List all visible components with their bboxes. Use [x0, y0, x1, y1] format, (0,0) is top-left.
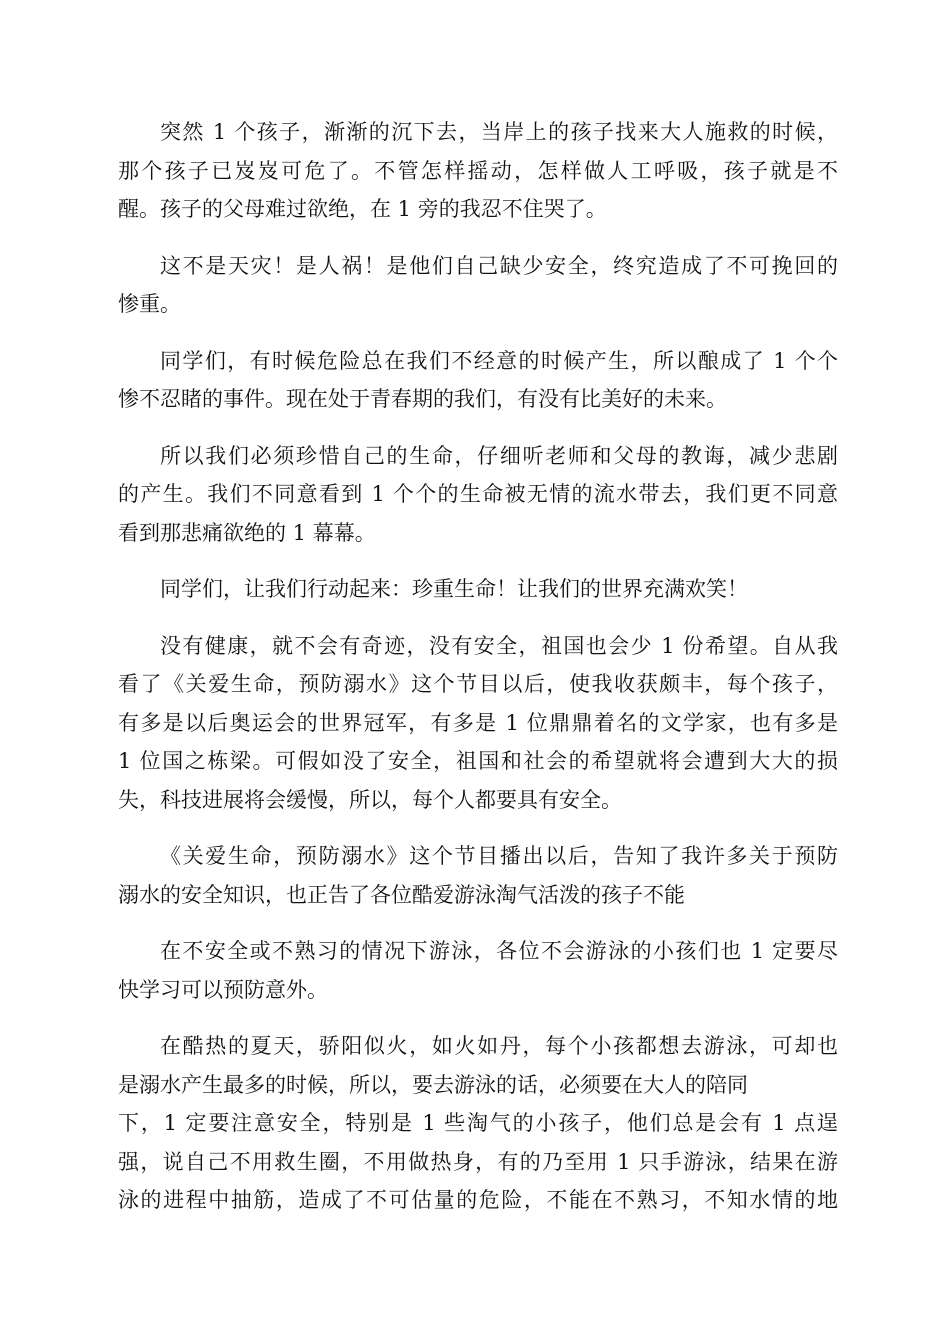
text-line: 醒。孩子的父母难过欲绝，在 1 旁的我忍不住哭了。	[118, 197, 607, 221]
paragraph-9	[118, 1027, 838, 1220]
text-line: 强，说自己不用救生圈，不用做热身，有的乃至用 1 只手游泳，结果在游	[118, 1149, 838, 1174]
paragraph-3	[118, 342, 838, 419]
text-line: 突然 1 个孩子，渐渐的沉下去，当岸上的孩子找来大人施救的时候，	[160, 120, 838, 144]
text-line: 有多是以后奥运会的世界冠军，有多是 1 位鼎鼎着名的文学家，也有多是	[118, 710, 838, 735]
text-line: 同学们，有时候危险总在我们不经意的时候产生，所以酿成了 1 个个	[160, 348, 838, 373]
text-line: 快学习可以预防意外。	[118, 977, 328, 1002]
text-line: 惨重。	[118, 292, 181, 316]
text-line: 惨不忍睹的事件。现在处于青春期的我们，有没有比美好的未来。	[118, 387, 727, 411]
text-line: 溺水的安全知识，也正告了各位酷爱游泳淘气活泼的孩子不能	[118, 882, 685, 907]
paragraph-1	[118, 113, 838, 229]
paragraph-6	[118, 627, 838, 820]
paragraph-2	[118, 247, 838, 324]
paragraph-8	[118, 932, 838, 1009]
text-line: 是溺水产生最多的时候，所以，要去游泳的话，必须要在大人的陪同	[118, 1072, 748, 1097]
text-line: 这不是天灾！是人祸！是他们自己缺少安全，终究造成了不可挽回的	[160, 253, 838, 278]
text-line: 没有健康，就不会有奇迹，没有安全，祖国也会少 1 份希望。自从我	[160, 633, 838, 658]
text-line: 《关爱生命，预防溺水》这个节目播出以后，告知了我许多关于预防	[160, 844, 838, 868]
text-line: 的产生。我们不同意看到 1 个个的生命被无情的流水带去，我们更不同意	[118, 482, 838, 506]
text-line: 所以我们必须珍惜自己的生命，仔细听老师和父母的教诲，减少悲剧	[160, 443, 838, 468]
text-line: 看到那悲痛欲绝的 1 幕幕。	[118, 520, 376, 545]
text-line: 看了《关爱生命，预防溺水》这个节目以后，使我收获颇丰，每个孩子，	[118, 672, 838, 696]
document-body	[118, 113, 838, 1238]
text-line: 同学们，让我们行动起来：珍重生命！让我们的世界充满欢笑！	[160, 577, 748, 601]
text-line: 下，1 定要注意安全，特别是 1 些淘气的小孩子，他们总是会有 1 点逞	[118, 1111, 838, 1135]
text-line: 在不安全或不熟习的情况下游泳，各位不会游泳的小孩们也 1 定要尽	[160, 939, 838, 963]
text-line: 失，科技进展将会缓慢，所以，每个人都要具有安全。	[118, 787, 622, 812]
text-line: 1 位国之栋梁。可假如没了安全，祖国和社会的希望就将会遭到大大的损	[118, 749, 838, 773]
text-line: 在酷热的夏天，骄阳似火，如火如丹，每个小孩都想去游泳，可却也	[160, 1034, 838, 1058]
paragraph-7	[118, 837, 838, 914]
text-line: 那个孩子已岌岌可危了。不管怎样摇动，怎样做人工呼吸，孩子就是不	[118, 158, 838, 183]
text-line: 泳的进程中抽筋，造成了不可估量的危险，不能在不熟习，不知水情的地	[118, 1188, 838, 1212]
paragraph-4	[118, 437, 838, 553]
paragraph-5	[118, 570, 838, 609]
